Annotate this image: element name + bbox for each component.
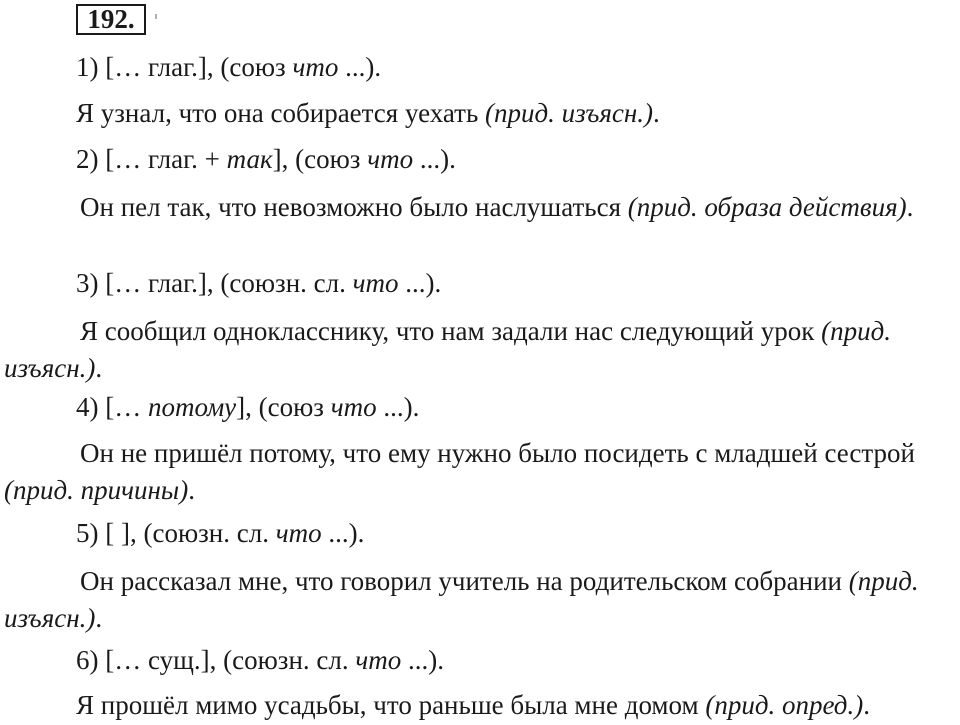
example-3: Я сообщил однокласснику, что нам задали нас следующий урок (прид. изъясн.). [4,316,892,383]
scheme-3: 3) [… глаг.], (союзн. сл. что ...). [76,268,442,298]
scheme-4: 4) [… потому], (союз что ...). [76,392,420,422]
scheme-1: 1) [… глаг.], (союз что ...). [76,52,382,82]
task-number: 192. [87,4,135,34]
scheme-2: 2) [… глаг. + так], (союз что ...). [76,144,456,174]
scheme-6: 6) [… сущ.], (союзн. сл. что ...). [76,645,445,675]
example-4: Он не пришёл потому, что ему нужно было посидеть с младшей сестрой (прид. причины). [4,438,915,505]
example-5: Он рассказал мне, что говорил учитель на родительском собрании (прид. изъясн.). [4,566,919,633]
scan-speck [155,14,157,19]
scheme-5: 5) [ ], (союзн. сл. что ...). [76,518,365,548]
example-6: Я прошёл мимо усадьбы, что раньше была мне домом (прид. опред.). [76,690,870,720]
example-1: Я узнал, что она собирается уехать (прид. изъясн.). [76,98,660,128]
task-number-box [76,4,146,35]
example-2: Он пел так, что невозможно было наслушаться (прид. образа действия). [80,192,914,222]
